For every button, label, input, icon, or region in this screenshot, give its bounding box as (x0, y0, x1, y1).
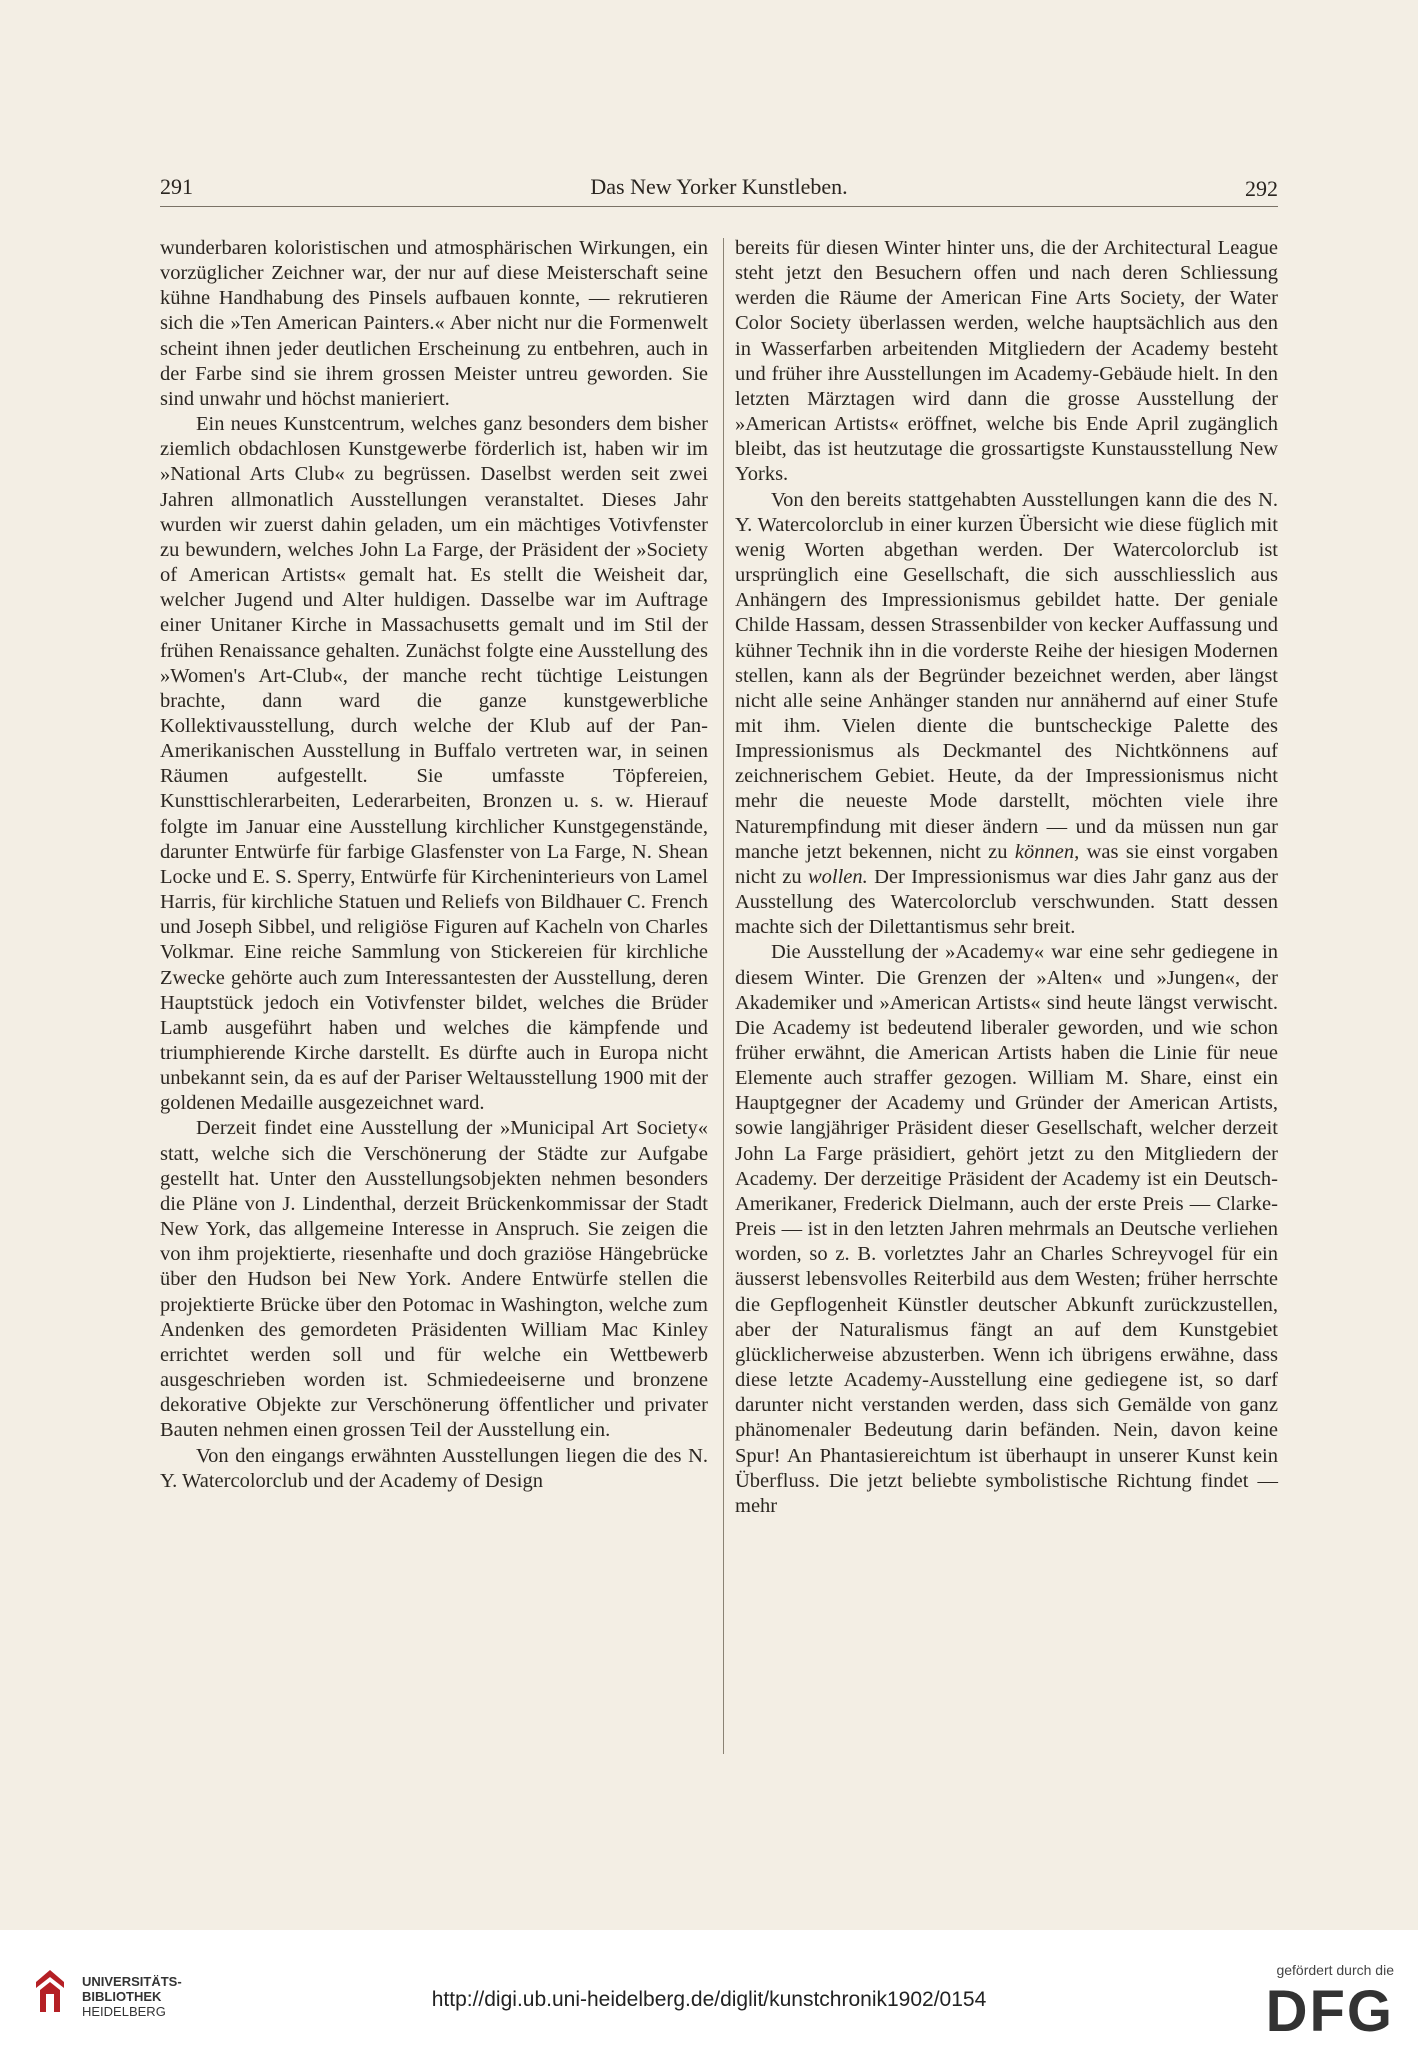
header-rule (160, 206, 1278, 207)
running-head (160, 174, 1278, 208)
dfg-logo: DFG (1265, 1979, 1394, 2044)
left-paragraph-1: wunderbaren koloristischen und atmosphärischen Wirkungen, ein vorzüglicher Zeichner war, der nur auf diese Meisterschaft seine kühne Handhabung des Pinsels aufbauen konnte, — rekrutieren sich die »Ten American Painters.« Aber nicht nur die Formenwelt scheint ihnen jeder deutlichen Erscheinung zu entbehren, auch in der Farbe sind sie ihrem grossen Meister untreu geworden. Sie sind unwahr und höchst manieriert. (160, 237, 708, 410)
source-url-link[interactable]: http://digi.ub.uni-heidelberg.de/diglit/kunstchronik1902/0154 (431, 1988, 987, 2011)
right-paragraph-2 (735, 488, 1278, 941)
library-name-line-2: BIBLIOTHEK (82, 1989, 162, 2004)
emphasis-wollen: wollen. (807, 865, 868, 888)
right-paragraph-2-part-3: Der Impressionismus war dies Jahr ganz aus der Ausstellung des Watercolorclub verschwunden. Statt dessen machte sich der Dilettantismus sehr breit. (735, 865, 1279, 939)
digitization-footer (0, 1930, 1418, 2061)
left-paragraph-3: Derzeit findet eine Ausstellung der »Municipal Art Society« statt, welche sich die Verschönerung der Städte zur Aufgabe gestellt hat. Unter den Ausstellungsobjekten nehmen besonders die Pläne von J. Lindenthal, derzeit Brückenkommissar der Stadt New York, das allgemeine Interesse in Anspruch. Sie zeigen die von ihm projektierte, riesenhafte und doch graziöse Hängebrücke über den Hudson bei New York. Andere Entwürfe stellen die projektierte Brücke über den Potomac in Washington, welche zum Andenken des gemordeten Präsidenten William Mac Kinley errichtet werden soll und für welche ein Wettbewerb ausgeschrieben worden ist. Schmiedeeiserne und bronzene dekorative Objekte zur Verschönerung öffentlicher und privater Bauten nehmen einen grossen Teil der Ausstellung ein. (160, 1117, 708, 1442)
right-paragraph-2-part-1: Von den bereits stattgehabten Ausstellungen kann die des N. Y. Watercolorclub in einer kurzen Übersicht wie diese füglich mit wenig Worten abgethan werden. Der Watercolorclub ist ursprünglich eine Gesellschaft, die sich ausschliesslich aus Anhängern des Impressionismus gebildet hatte. Der geniale Childe Hassam, dessen Strassenbilder von kecker Auffassung und kühner Technik ihn in die vorderste Reihe der hiesigen Modernen stellen, kann als der Begründer bezeichnet werden, aber längst nicht alle seine Anhänger standen nur annähernd auf einer Stufe mit ihm. Vielen diente die buntscheckige Palette des Impressionismus als Deckmantel des Nichtkönnens auf zeichnerischem Gebiet. Heute, da der Impressionismus nicht mehr die neueste Mode darstellt, möchten viele ihre Naturempfindung mit dieser ändern — und da müssen nun gar manche jetzt bekennen, nicht zu (735, 488, 1278, 863)
page-number-left: 291 (160, 174, 193, 199)
page-title: Das New Yorker Kunstleben. (590, 174, 848, 199)
right-paragraph-1: bereits für diesen Winter hinter uns, die der Architectural League steht jetzt den Besuchern offen und nach deren Schliessung werden die Räume der American Fine Arts Society, der Water Color Society überlassen werden, welche hauptsächlich aus den in Wasserfarben arbeitenden Mitgliedern der Academy besteht und früher ihre Ausstellungen im Academy-Gebäude hielt. In den letzten Märztagen wird dann die grosse Ausstellung der »American Artists« eröffnet, welche bis Ende April zugänglich bleibt, das ist heutzutage die grossartigste Kunstausstellung New Yorks. (735, 237, 1278, 486)
left-paragraph-2: Ein neues Kunstcentrum, welches ganz besonders dem bisher ziemlich obdachlosen Kunstgewerbe förderlich ist, haben wir im »National Arts Club« zu begrüssen. Daselbst werden seit zwei Jahren allmonatlich Ausstellungen veranstaltet. Dieses Jahr wurden wir zuerst dahin geladen, um ein mächtiges Votivfenster zu bewundern, welches John La Farge, der Präsident der »Society of American Artists« gemalt hat. Es stellt die Weisheit dar, welcher Jugend und Alter huldigen. Dasselbe war im Auftrage einer Unitaner Kirche in Massachusetts gemalt und im Stil der frühen Renaissance gehalten. Zunächst folgte eine Ausstellung des »Women's Art-Club«, der manche recht tüchtige Leistungen brachte, dann ward die ganze kunstgewerbliche Kollektivausstellung, durch welche der Klub auf der Pan-Amerikanischen Ausstellung in Buffalo vertreten war, in seinen Räumen aufgestellt. Sie umfasste Töpfereien, Kunsttischlerarbeiten, Lederarbeiten, Bronzen u. s. w. Hierauf folgte im Januar eine Ausstellung kirchlicher Kunstgegenstände, darunter Entwürfe für farbige Glasfenster von La Farge, N. Shean Locke und E. S. Sperry, Entwürfe für Kircheninterieurs von Lamel Harris, für kirchliche Statuen und Reliefs von Bildhauer C. French und Joseph Sibbel, und religiöse Figuren auf Kacheln von Charles Volkmar. Eine reiche Sammlung von Stickereien für kirchliche Zwecke gehörte auch zum Interessantesten der Ausstellung, deren Hauptstück jedoch ein Votivfenster bildet, welches die Brüder Lamb ausgeführt haben und welches die kämpfende und triumphierende Kirche darstellt. Es dürfte auch in Europa nicht unbekannt sein, da es auf der Pariser Weltausstellung 1900 mit der goldenen Medaille ausgezeichnet ward. (160, 413, 708, 1115)
right-paragraph-2-part-2: was sie einst vorgaben nicht zu (735, 840, 1278, 888)
right-column (735, 236, 1278, 1519)
left-column (160, 236, 708, 1494)
left-paragraph-4: Von den eingangs erwähnten Ausstellungen liegen die des N. Y. Watercolorclub und der Academy of Design (160, 1444, 708, 1492)
emphasis-koennen: können, (1014, 840, 1080, 863)
right-paragraph-3: Die Ausstellung der »Academy« war eine sehr gediegene in diesem Winter. Die Grenzen der »Alten« und »Jungen«, der Akademiker und »American Artists« sind heute längst verwischt. Die Academy ist bedeutend liberaler geworden, und wie schon früher erwähnt, die American Artists haben die Linie für neue Elemente auch straffer gezogen. William M. Share, einst ein Hauptgegner der Academy und Gründer der American Artists, sowie langjähriger Präsident dieser Gesellschaft, welcher derzeit John La Farge präsidiert, gehört jetzt zu den Mitgliedern der Academy. Der derzeitige Präsident der Academy ist ein Deutsch-Amerikaner, Frederick Dielmann, auch der erste Preis — Clarke-Preis — ist in den letzten Jahren mehrmals an Deutsche verliehen worden, so z. B. vorletztes Jahr an Charles Schreyvogel für ein äusserst lebensvolles Reiterbild aus dem Westen; früher herrschte die Gepflogenheit Künstler deutscher Abkunft zurückzustellen, aber der Naturalismus fängt an auf dem Kunstgebiet glücklicherweise abzusterben. Wenn ich übrigens erwähne, dass diese letzte Academy-Ausstellung eine gediegene ist, so darf darunter nicht verstanden werden, dass sich Gemälde von ganz phänomenaler Bedeutung darin befänden. Nein, davon keine Spur! An Phantasiereichtum ist überhaupt in unserer Kunst kein Überfluss. Die jetzt beliebte symbolistische Richtung findet — mehr (735, 941, 1278, 1517)
funding-caption: gefördert durch die (1276, 1962, 1394, 1978)
page-number-right: 292 (1245, 176, 1278, 201)
library-name-line-1: UNIVERSITÄTS- (82, 1974, 182, 1989)
column-divider (723, 238, 724, 1754)
library-name-line-3: HEIDELBERG (82, 2004, 166, 2019)
